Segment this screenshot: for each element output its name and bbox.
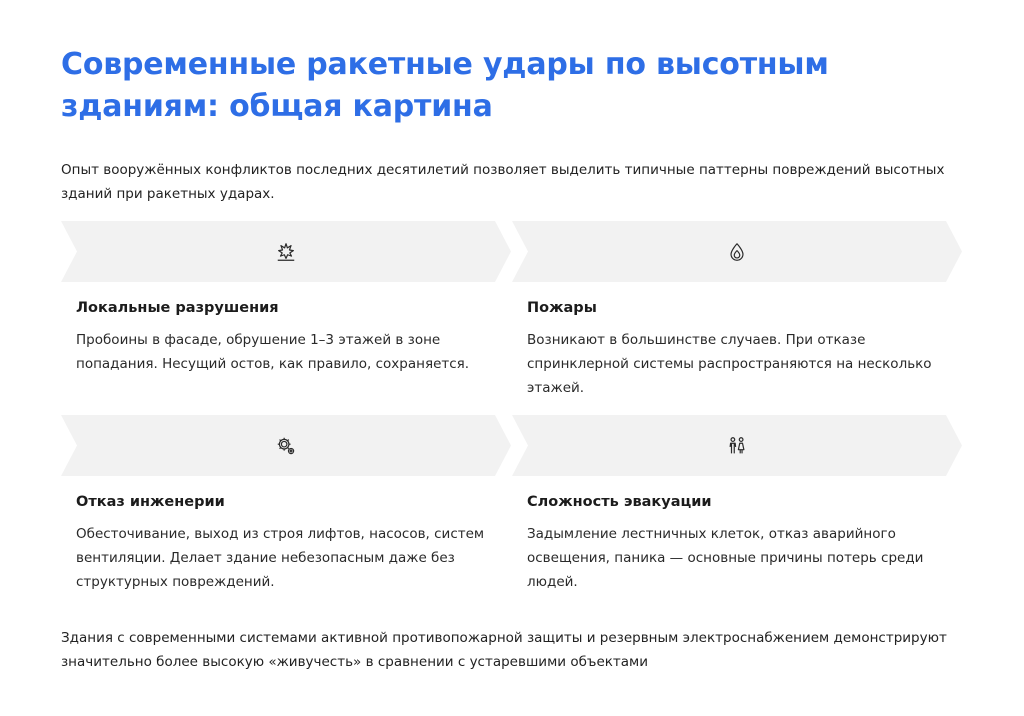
card-text: Обесточивание, выход из строя лифтов, насосов, систем вентиляции. Делает здание небезопасным даже без структурных повреждений. <box>76 526 485 590</box>
people-icon <box>726 435 748 457</box>
explosion-icon <box>275 241 297 263</box>
card-header-chevron <box>61 221 511 282</box>
card-text: Возникают в большинстве случаев. При отказе спринклерной системы распространяются на несколько этажей. <box>527 332 932 396</box>
card-text: Задымление лестничных клеток, отказ аварийного освещения, паника — основные причины потерь среди людей. <box>527 526 924 590</box>
gears-icon <box>275 435 297 457</box>
fire-drop-icon <box>726 241 748 263</box>
intro-text: Опыт вооружённых конфликтов последних десятилетий позволяет выделить типичные паттерны повреждений высотных зданий при ракетных ударах. <box>61 162 945 202</box>
card-title: Локальные разрушения <box>76 300 279 316</box>
card-header-chevron <box>512 415 962 476</box>
card-title: Отказ инженерии <box>76 494 225 510</box>
footer-text: Здания с современными системами активной противопожарной защиты и резервным электроснабжением демонстрируют значительно более высокую «живучесть» в сравнении с устаревшими объектами <box>61 630 947 670</box>
card-title: Пожары <box>527 300 597 316</box>
page-title: Современные ракетные удары по высотным зданиям: общая картина <box>61 47 829 124</box>
card-text: Пробоины в фасаде, обрушение 1–3 этажей в зоне попадания. Несущий остов, как правило, сохраняется. <box>76 332 470 372</box>
card-header-chevron <box>61 415 511 476</box>
card-header-chevron <box>512 221 962 282</box>
card-title: Сложность эвакуации <box>527 494 712 510</box>
